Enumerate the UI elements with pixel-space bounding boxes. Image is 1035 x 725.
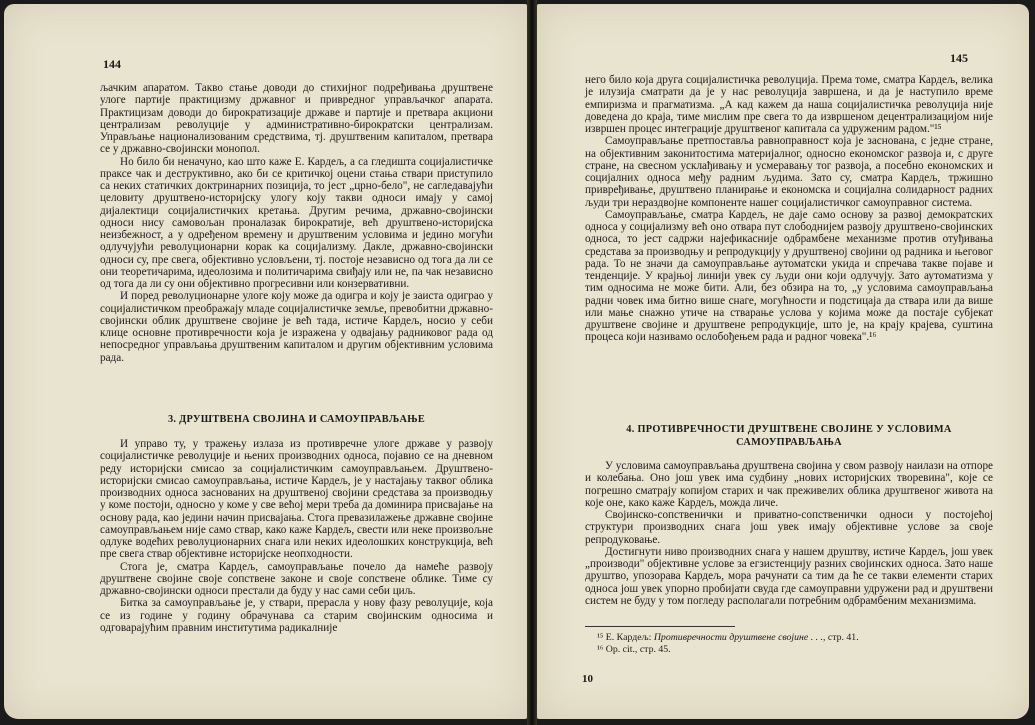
right-text-block-2	[585, 460, 993, 607]
paragraph: И поред револуционарне улоге коју може да одигра и коју је заиста одиграо у социјалистичком преображају младе социјалистичке земље, превобитни државно-својински облик друштвене својине је већ тада, истиче Кардељ, носио у себи клице основне противречности која је изражена у одвајању радниковог рада од непосредног управљања друштвеним капиталом и другим објективним условима рада.	[100, 290, 493, 364]
footnote-15-ref: ¹⁵ Е. Кардељ:	[597, 632, 654, 643]
paragraph: И управо ту, у тражењу излаза из противречне улоге државе у развоју социјалистичке револуције и њених производних односа, појавио се на дневном реду историјски смисао за социјалистичким самоуправљањем. Друштвено-историјски смисао самоуправљања, истиче Кардељ, је у настајању таквог облика производних односа заснованих на друштвеној својини средстава за производњу у коме постоји, односно у коме у све већој мери треба да доминира присвајање на основу рада, као једини начин присвајања. Стога превазилажење државне својине самоуправљањем није само ствар, како каже Кардељ, свести или неке произвољне одлуке водећих револуционарних снага или неких идеолошких конструкција, већ пре свега ствар објективне историјске неопходности.	[100, 438, 493, 561]
left-page	[4, 4, 527, 719]
footnote-15	[597, 632, 859, 644]
left-text-block-2	[100, 438, 493, 634]
signature-mark: 10	[582, 673, 593, 685]
right-page	[537, 4, 1029, 719]
paragraph: Битка за самоуправљање је, у ствари, прерасла у нову фазу револуције, која се из године у годину обрачунава са старим својинским односима и одговарајућим правним институтима радикалније	[100, 597, 493, 634]
section-heading-4	[585, 424, 993, 449]
page-number-right: 145	[950, 51, 968, 65]
paragraph: Стога је, сматра Кардељ, самоуправљање почело да намеће развоју друштвене својине своје сопствене законе и своје сопствене облике. Тиме су државно-својински односи престали да буду у нас сами себи циљ.	[100, 560, 493, 597]
paragraph: Но било би неначуно, као што каже Е. Кардељ, а са гледишта социјалистичке праксе чак и деструктивно, ако би се критичкој оцени стања ствари приступило са неких статичких доктринарних позиција, то јест „црно-бело", не сагледавајући целовиту друштвено-историјску улогу коју такви односи имају у самој дијалектици социјалистичких кретања. Другим речима, државно-својински односи нису самовољан проналазак бирократије, већ друштвено-историјска неизбежност, а у одређеном времену и друштвеним условима и једино могући одлучујући револуционарни корак ка социјализму. Дакле, државно-својински односи су, пре свега, објективно условљени, тј. постоје независно од тога да ли се они теоретичарима, идеолозима и политичарима свиђају или не, па чак независно од тога да ли су они објективно прогресивни или конзервативни.	[100, 155, 493, 290]
paragraph: Својинско-сопственички и приватно-сопственички односи у постојећој структури производних снага још увек имају објективне услове за своје репродуковање.	[585, 509, 993, 546]
right-text-block-1	[585, 74, 993, 344]
footnote-15-pages: , стр. 41.	[822, 632, 859, 643]
section-heading-4-line2: САМОУПРАВЉАЊА	[736, 436, 842, 448]
paragraph: Достигнути ниво производних снага у нашем друштву, истиче Кардељ, још увек „производи" објективне услове за егзистенцију разних својинских односа. Зато наше друштво, упозорава Кардељ, мора рачунати са тим да ће се такви елементи старих односа још увек упорно пробијати свуда где самоуправни удружени рад и друштвени систем не буду у том погледу располагали потребним одбрамбеним механизмима.	[585, 545, 993, 607]
paragraph: У условима самоуправљања друштвена својина у свом развоју наилази на отпоре и колебања. Оно још увек има судбину „нових историјских творевина", које се погрешно сматрају копијом старих и чак преживелих облика друштвеног живота на које оне, како каже Кардељ, можда личе.	[585, 460, 993, 509]
left-text-block-1	[100, 82, 493, 364]
paragraph: Самоуправљање претпоставља равноправност која је заснована, с једне стране, на објективним законитостима материјалног, односно економског развоја и, с друге стране, на свесном усклађивању и усмеравању тог развоја, а посебно економских и социјалних односа међу радним људима. Зато су, сматра Кардељ, тржишно привређивање, друштвено планирање и економска и социјална солидарност радних људи три нераздвојне компоненте нашег социјалистичког самоуправног система.	[585, 135, 993, 209]
paragraph: него било која друга социјалистичка револуција. Према томе, сматра Кардељ, велика је илузија сматрати да је у нас револуција завршена, и да је наступило време емпиризма и прагматизма. „А кад кажем да наша социјалистичка револуција није доведена до краја, тиме мислим пре свега то да извршеном децентрализацијом није извршен процес интеграције друштвеног капитала са удруженим радом."¹⁵	[585, 74, 993, 135]
book-gutter	[527, 0, 537, 725]
paragraph: љачким апаратом. Такво стање доводи до стихијног подређивања друштвене улоге партије практицизму државног и привредног управљачког апарата. Практицизам доводи до бирократизације државе и партије и претвара акциони централизам револуције у административно-бирократски централизам. Управљање национализованим средствима, тј. друштвеним капиталом, претвара се у државно-својински монопол.	[100, 82, 493, 156]
page-number-left: 144	[103, 57, 121, 71]
footnote-rule	[585, 626, 735, 627]
footnote-16: ¹⁶ Op. cit., стр. 45.	[597, 644, 671, 655]
section-heading-4-line1: 4. ПРОТИВРЕЧНОСТИ ДРУШТВЕНЕ СВОЈИНЕ У УСЛОВИМА	[626, 424, 952, 435]
paragraph: Самоуправљање, сматра Кардељ, не даје само основу за развој демократских односа у социјализму већ оно отвара пут слободнијем развоју друштвено-својинских односа, то јест садржи најефикасније одбрамбене механизме против отуђивања средстава за производњу и репродукцију у друштвеној својини од радника и његовог рада. То не значи да самоуправљање аутоматски укида и спречава такве појаве и тенденције. У крајњој линији увек су људи они који одлучују. Зато аутоматизма у тим односима не може бити. Али, без обзира на то, „у условима самоуправљања радни човек има битно више снаге, могућности и подстицаја да ствара или да више или мање снажно утиче на стварање услова у којима може да постаје субјекат друштвене својине и друштвене репродукције, што је, на крају крајева, суштина процеса који називамо ослобођењем рада и радног човека".¹⁶	[585, 208, 993, 344]
footnote-15-title: Противречности друштвене својине . . .	[653, 632, 823, 643]
section-heading-3: 3. ДРУШТВЕНА СВОЈИНА И САМОУПРАВЉАЊЕ	[167, 414, 426, 425]
